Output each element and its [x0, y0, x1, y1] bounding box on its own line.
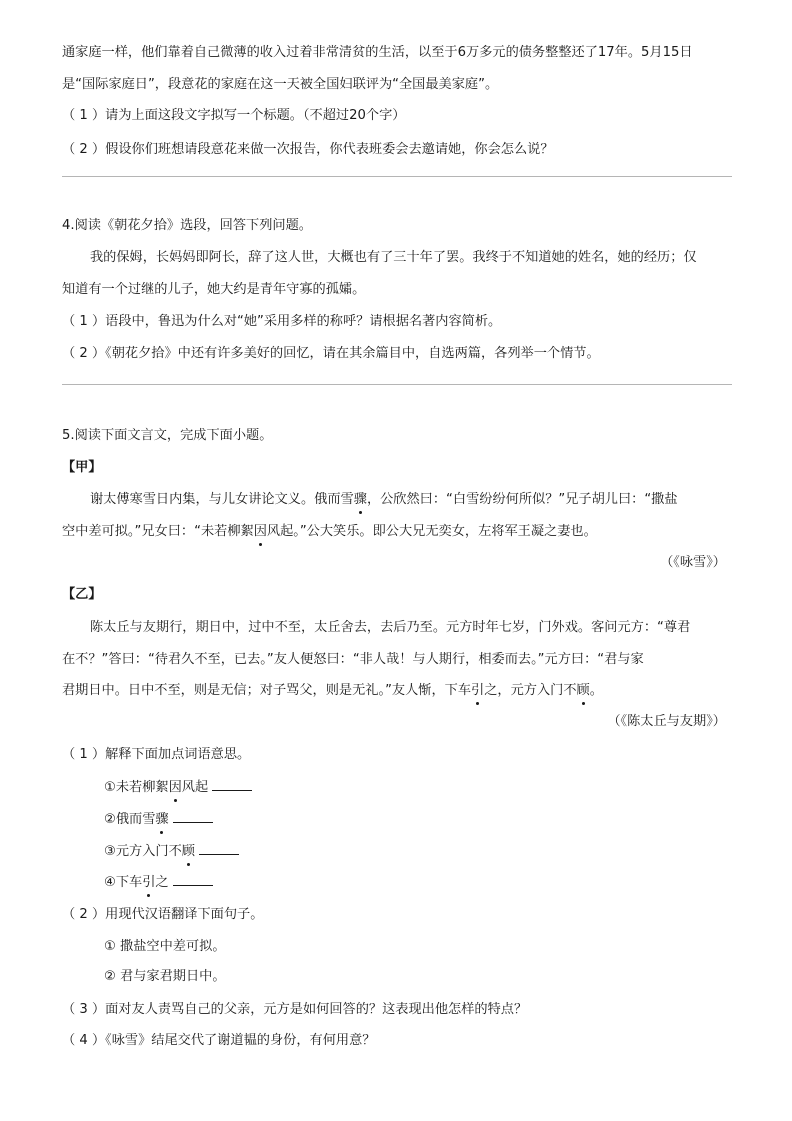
- passage-jia-source: （《咏雪》）: [660, 555, 726, 570]
- dotted-char: 因: [254, 522, 267, 542]
- q4-sub-question-2: （ 2 ）《朝花夕拾》中还有许多美好的回忆，请在其余篇目中，自选两篇，各列举一个情节。: [62, 346, 600, 361]
- q3-sub-question-1: （ 1 ）请为上面这段文字拟写一个标题。（不超过20个字）: [62, 108, 406, 123]
- dotted-char: 引: [142, 873, 155, 893]
- answer-blank[interactable]: [173, 873, 213, 886]
- passage-jia-line-2: 空中差可拟。”兄女曰：“未若柳絮因风起。”公大笑乐。即公大兄无奕女，左将军王凝之妻也。: [62, 522, 597, 542]
- vocab-item-1: ①未若柳絮因风起: [104, 778, 252, 798]
- q5-title: 5.阅读下面文言文，完成下面小题。: [62, 428, 273, 443]
- dotted-char: 引: [471, 681, 484, 701]
- q4-title: 4.阅读《朝花夕拾》选段，回答下列问题。: [62, 218, 312, 233]
- dotted-char: 骤: [155, 810, 168, 830]
- q5-sub-question-2: （ 2 ）用现代汉语翻译下面句子。: [62, 907, 264, 922]
- q3-paragraph-line-1: 通家庭一样，他们靠着自己微薄的收入过着非常清贫的生活，以至于6万多元的债务整整还了17年。5月15日: [62, 45, 693, 60]
- q3-sub-question-2: （ 2 ）假设你们班想请段意花来做一次报告，你代表班委会去邀请她，你会怎么说？: [62, 142, 554, 157]
- passage-yi-line-3: 君期日中。日中不至，则是无信；对子骂父，则是无礼。”友人惭，下车引之，元方入门不顾。: [62, 681, 603, 701]
- vocab-item-2: ②俄而雪骤: [104, 810, 213, 830]
- passage-yi-source: （《陈太丘与友期》）: [607, 714, 726, 729]
- q5-sub-question-4: （ 4 ）《咏雪》结尾交代了谢道韫的身份，有何用意？: [62, 1033, 376, 1048]
- q4-paragraph-line-1: 我的保姆，长妈妈即阿长，辞了这人世，大概也有了三十年了罢。我终于不知道她的姓名，她的经历；仅: [90, 250, 697, 265]
- answer-blank[interactable]: [212, 778, 252, 791]
- vocab-item-3: ③元方入门不顾: [104, 842, 239, 862]
- translate-item-2: ② 君与家君期日中。: [104, 969, 226, 984]
- answer-blank[interactable]: [199, 842, 239, 855]
- q5-sub-question-1: （ 1 ）解释下面加点词语意思。: [62, 747, 251, 762]
- q3-paragraph-line-2: 是“国际家庭日”，段意花的家庭在这一天被全国妇联评为“全国最美家庭”。: [62, 77, 499, 92]
- passage-jia-line-1: 谢太傅寒雪日内集，与儿女讲论文义。俄而雪骤，公欣然曰：“白雪纷纷何所似？”兄子胡儿曰：“撒盐: [90, 490, 678, 510]
- divider: [62, 176, 732, 177]
- q4-paragraph-line-2: 知道有一个过继的儿子，她大约是青年守寡的孤孀。: [62, 282, 366, 297]
- answer-blank[interactable]: [173, 810, 213, 823]
- q5-sub-question-3: （ 3 ）面对友人责骂自己的父亲，元方是如何回答的？这表现出他怎样的特点？: [62, 1002, 528, 1017]
- dotted-char: 顾: [577, 681, 590, 701]
- dotted-char: 因: [169, 778, 182, 798]
- vocab-item-4: ④下车引之: [104, 873, 213, 893]
- q4-sub-question-1: （ 1 ）语段中，鲁迅为什么对“她”采用多样的称呼？请根据名著内容简析。: [62, 314, 502, 329]
- passage-yi-label: 【乙】: [62, 587, 102, 602]
- passage-yi-line-1: 陈太丘与友期行，期日中，过中不至，太丘舍去，去后乃至。元方时年七岁，门外戏。客问元方：“尊君: [90, 620, 691, 635]
- translate-item-1: ① 撒盐空中差可拟。: [104, 939, 226, 954]
- dotted-char: 骤: [354, 490, 367, 510]
- passage-jia-label: 【甲】: [62, 460, 102, 475]
- dotted-char: 顾: [182, 842, 195, 862]
- passage-yi-line-2: 在不？”答曰：“待君久不至，已去。”友人便怒曰：“非人哉！与人期行，相委而去。”元方曰：“君与家: [62, 652, 644, 667]
- divider: [62, 384, 732, 385]
